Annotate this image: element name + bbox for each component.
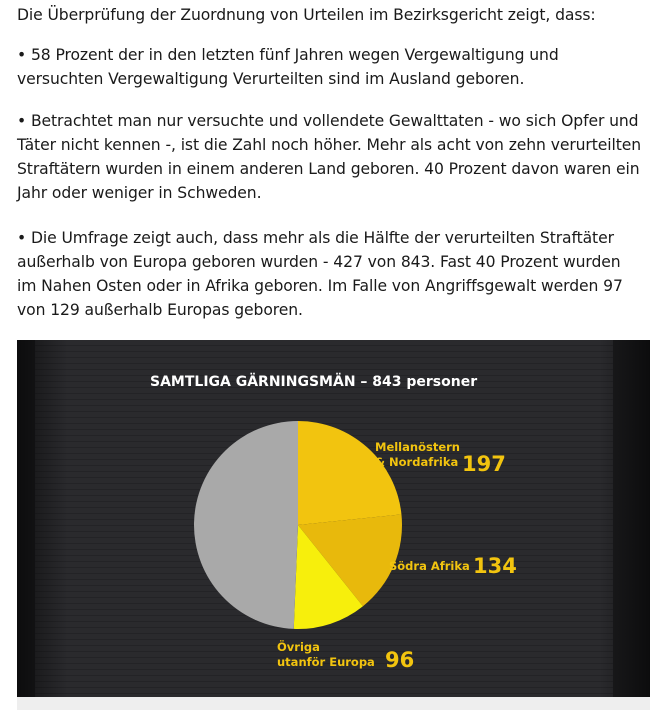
bullet-2-line-3: Straftätern wurden in einem anderen Land geboren. 40 Prozent davon waren ein — [17, 160, 640, 178]
bullet-3-line-4: von 129 außerhalb Europas geboren. — [17, 301, 303, 319]
bullet-3-line-3: im Nahen Osten oder in Afrika geboren. Im Falle von Angriffsgewalt werden 97 — [17, 277, 623, 295]
label-mellanostern-line-2: & Nordafrika — [375, 455, 459, 469]
label-ovriga-line-2: utanför Europa — [277, 655, 375, 669]
bullet-paragraph-3 — [17, 226, 623, 322]
value-sodra-afrika: 134 — [473, 554, 517, 578]
label-sodra-afrika-line-1: Södra Afrika — [389, 559, 470, 573]
bullet-2-line-1: • Betrachtet man nur versuchte und vollendete Gewalttaten - wo sich Opfer und — [17, 112, 639, 130]
bullet-2-line-4: Jahr oder weniger in Schweden. — [17, 184, 262, 202]
pie-chart — [17, 340, 650, 697]
bullet-1-line-2: versuchten Vergewaltigung Verurteilten sind im Ausland geboren. — [17, 70, 525, 88]
chart-title: SAMTLIGA GÄRNINGSMÄN – 843 personer — [150, 374, 478, 390]
value-ovriga: 96 — [385, 648, 415, 672]
bottom-strip — [17, 697, 650, 710]
bullet-3-line-2: außerhalb von Europa geboren wurden - 427 von 843. Fast 40 Prozent wurden — [17, 253, 621, 271]
bullet-paragraph-2 — [17, 109, 641, 205]
intro-paragraph: Die Überprüfung der Zuordnung von Urteilen im Bezirksgericht zeigt, dass: — [17, 6, 596, 24]
bullet-3-line-1: • Die Umfrage zeigt auch, dass mehr als die Hälfte der verurteilten Straftäter — [17, 229, 614, 247]
chart-figure — [17, 340, 650, 697]
pie-slices — [194, 421, 402, 629]
bullet-paragraph-1 — [17, 43, 559, 91]
value-mellanostern: 197 — [462, 452, 506, 476]
bullet-2-line-2: Täter nicht kennen -, ist die Zahl noch höher. Mehr als acht von zehn verurteilten — [17, 136, 641, 154]
label-ovriga-line-1: Övriga — [277, 640, 320, 654]
label-mellanostern-line-1: Mellanöstern — [375, 440, 460, 454]
bullet-1-line-1: • 58 Prozent der in den letzten fünf Jahren wegen Vergewaltigung und — [17, 46, 559, 64]
